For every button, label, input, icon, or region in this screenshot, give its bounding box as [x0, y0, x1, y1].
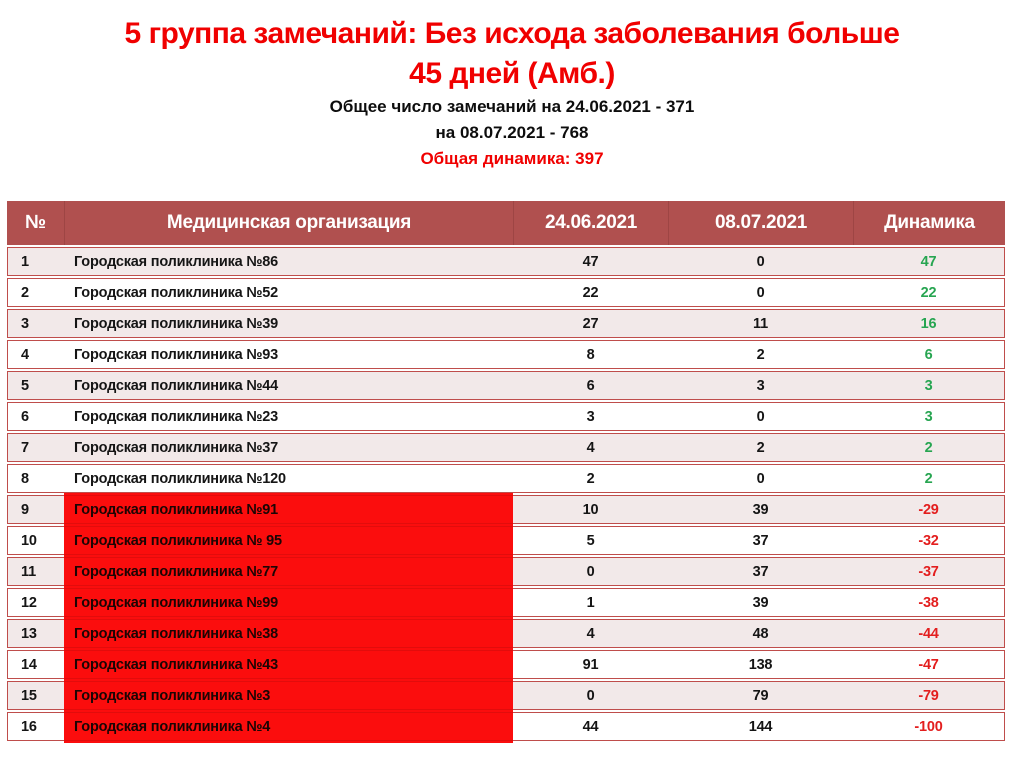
dynamics-cell: -100	[853, 712, 1005, 741]
value-2406-cell: 5	[513, 526, 668, 555]
column-header-date-0807: 08.07.2021	[668, 201, 853, 245]
value-2406-cell: 44	[513, 712, 668, 741]
table-row	[7, 712, 1005, 741]
value-2406-cell: 27	[513, 309, 668, 338]
subtitle-total-2406: Общее число замечаний на 24.06.2021 - 371	[329, 97, 695, 116]
table-row	[7, 278, 1005, 307]
dynamics-cell: 2	[853, 464, 1005, 493]
organization-cell: Городская поликлиника №38	[64, 619, 513, 648]
organization-cell: Городская поликлиника №39	[64, 309, 513, 338]
dynamics-cell: -47	[853, 650, 1005, 679]
value-2406-cell: 91	[513, 650, 668, 679]
dynamics-cell: 3	[853, 402, 1005, 431]
dynamics-cell: 16	[853, 309, 1005, 338]
dynamics-cell: -44	[853, 619, 1005, 648]
organization-cell: Городская поликлиника №91	[64, 495, 513, 524]
value-0807-cell: 11	[668, 309, 853, 338]
value-2406-cell: 0	[513, 681, 668, 710]
value-2406-cell: 10	[513, 495, 668, 524]
table-row	[7, 433, 1005, 462]
value-0807-cell: 3	[668, 371, 853, 400]
value-0807-cell: 39	[668, 495, 853, 524]
value-0807-cell: 138	[668, 650, 853, 679]
value-0807-cell: 39	[668, 588, 853, 617]
slide-header	[0, 14, 1024, 172]
table-row	[7, 588, 1005, 617]
slide-title-line-1: 5 группа замечаний: Без исхода заболевания больше	[124, 17, 900, 50]
dynamics-cell: 2	[853, 433, 1005, 462]
table-row	[7, 464, 1005, 493]
dynamics-cell: -38	[853, 588, 1005, 617]
row-number-cell: 11	[7, 557, 64, 586]
organization-cell: Городская поликлиника №4	[64, 712, 513, 741]
value-0807-cell: 144	[668, 712, 853, 741]
value-2406-cell: 6	[513, 371, 668, 400]
value-2406-cell: 47	[513, 247, 668, 276]
value-0807-cell: 0	[668, 402, 853, 431]
value-0807-cell: 2	[668, 340, 853, 369]
dynamics-cell: 47	[853, 247, 1005, 276]
row-number-cell: 3	[7, 309, 64, 338]
table-body	[7, 247, 1005, 741]
value-0807-cell: 0	[668, 464, 853, 493]
row-number-cell: 14	[7, 650, 64, 679]
table-row	[7, 619, 1005, 648]
row-number-cell: 9	[7, 495, 64, 524]
table-row	[7, 557, 1005, 586]
row-number-cell: 4	[7, 340, 64, 369]
value-0807-cell: 0	[668, 278, 853, 307]
table-row	[7, 340, 1005, 369]
dynamics-cell: 3	[853, 371, 1005, 400]
subtitle-total-dynamics: Общая динамика: 397	[420, 149, 604, 168]
organization-cell: Городская поликлиника №77	[64, 557, 513, 586]
table-row	[7, 371, 1005, 400]
column-header-dynamics: Динамика	[853, 201, 1005, 245]
column-header-organization: Медицинская организация	[64, 201, 513, 245]
row-number-cell: 8	[7, 464, 64, 493]
organization-cell: Городская поликлиника №86	[64, 247, 513, 276]
dynamics-cell: -29	[853, 495, 1005, 524]
table-row	[7, 650, 1005, 679]
row-number-cell: 15	[7, 681, 64, 710]
value-0807-cell: 0	[668, 247, 853, 276]
row-number-cell: 10	[7, 526, 64, 555]
organization-cell: Городская поликлиника №23	[64, 402, 513, 431]
organization-cell: Городская поликлиника №3	[64, 681, 513, 710]
row-number-cell: 2	[7, 278, 64, 307]
value-2406-cell: 2	[513, 464, 668, 493]
organization-cell: Городская поликлиника №37	[64, 433, 513, 462]
dynamics-cell: 6	[853, 340, 1005, 369]
organization-cell: Городская поликлиника №99	[64, 588, 513, 617]
organization-cell: Городская поликлиника №93	[64, 340, 513, 369]
row-number-cell: 6	[7, 402, 64, 431]
value-0807-cell: 37	[668, 557, 853, 586]
subtitle-total-0807: на 08.07.2021 - 768	[435, 123, 589, 142]
value-0807-cell: 48	[668, 619, 853, 648]
organization-cell: Городская поликлиника №44	[64, 371, 513, 400]
value-2406-cell: 3	[513, 402, 668, 431]
row-number-cell: 5	[7, 371, 64, 400]
row-number-cell: 12	[7, 588, 64, 617]
table-row	[7, 681, 1005, 710]
value-2406-cell: 22	[513, 278, 668, 307]
organization-cell: Городская поликлиника №52	[64, 278, 513, 307]
dynamics-cell: -79	[853, 681, 1005, 710]
dynamics-cell: 22	[853, 278, 1005, 307]
row-number-cell: 7	[7, 433, 64, 462]
row-number-cell: 16	[7, 712, 64, 741]
value-2406-cell: 4	[513, 619, 668, 648]
clinics-table	[7, 199, 1005, 743]
value-0807-cell: 2	[668, 433, 853, 462]
column-header-number: №	[7, 201, 64, 245]
value-0807-cell: 37	[668, 526, 853, 555]
dynamics-cell: -37	[853, 557, 1005, 586]
table-row	[7, 526, 1005, 555]
value-2406-cell: 0	[513, 557, 668, 586]
slide-title-line-2: 45 дней (Амб.)	[409, 57, 615, 90]
table-header-row	[7, 201, 1005, 245]
table-row	[7, 309, 1005, 338]
organization-cell: Городская поликлиника № 95	[64, 526, 513, 555]
value-2406-cell: 4	[513, 433, 668, 462]
organization-cell: Городская поликлиника №43	[64, 650, 513, 679]
dynamics-cell: -32	[853, 526, 1005, 555]
value-0807-cell: 79	[668, 681, 853, 710]
table-row	[7, 247, 1005, 276]
row-number-cell: 1	[7, 247, 64, 276]
organization-cell: Городская поликлиника №120	[64, 464, 513, 493]
value-2406-cell: 1	[513, 588, 668, 617]
table-row	[7, 402, 1005, 431]
column-header-date-2406: 24.06.2021	[513, 201, 668, 245]
value-2406-cell: 8	[513, 340, 668, 369]
row-number-cell: 13	[7, 619, 64, 648]
table-row	[7, 495, 1005, 524]
